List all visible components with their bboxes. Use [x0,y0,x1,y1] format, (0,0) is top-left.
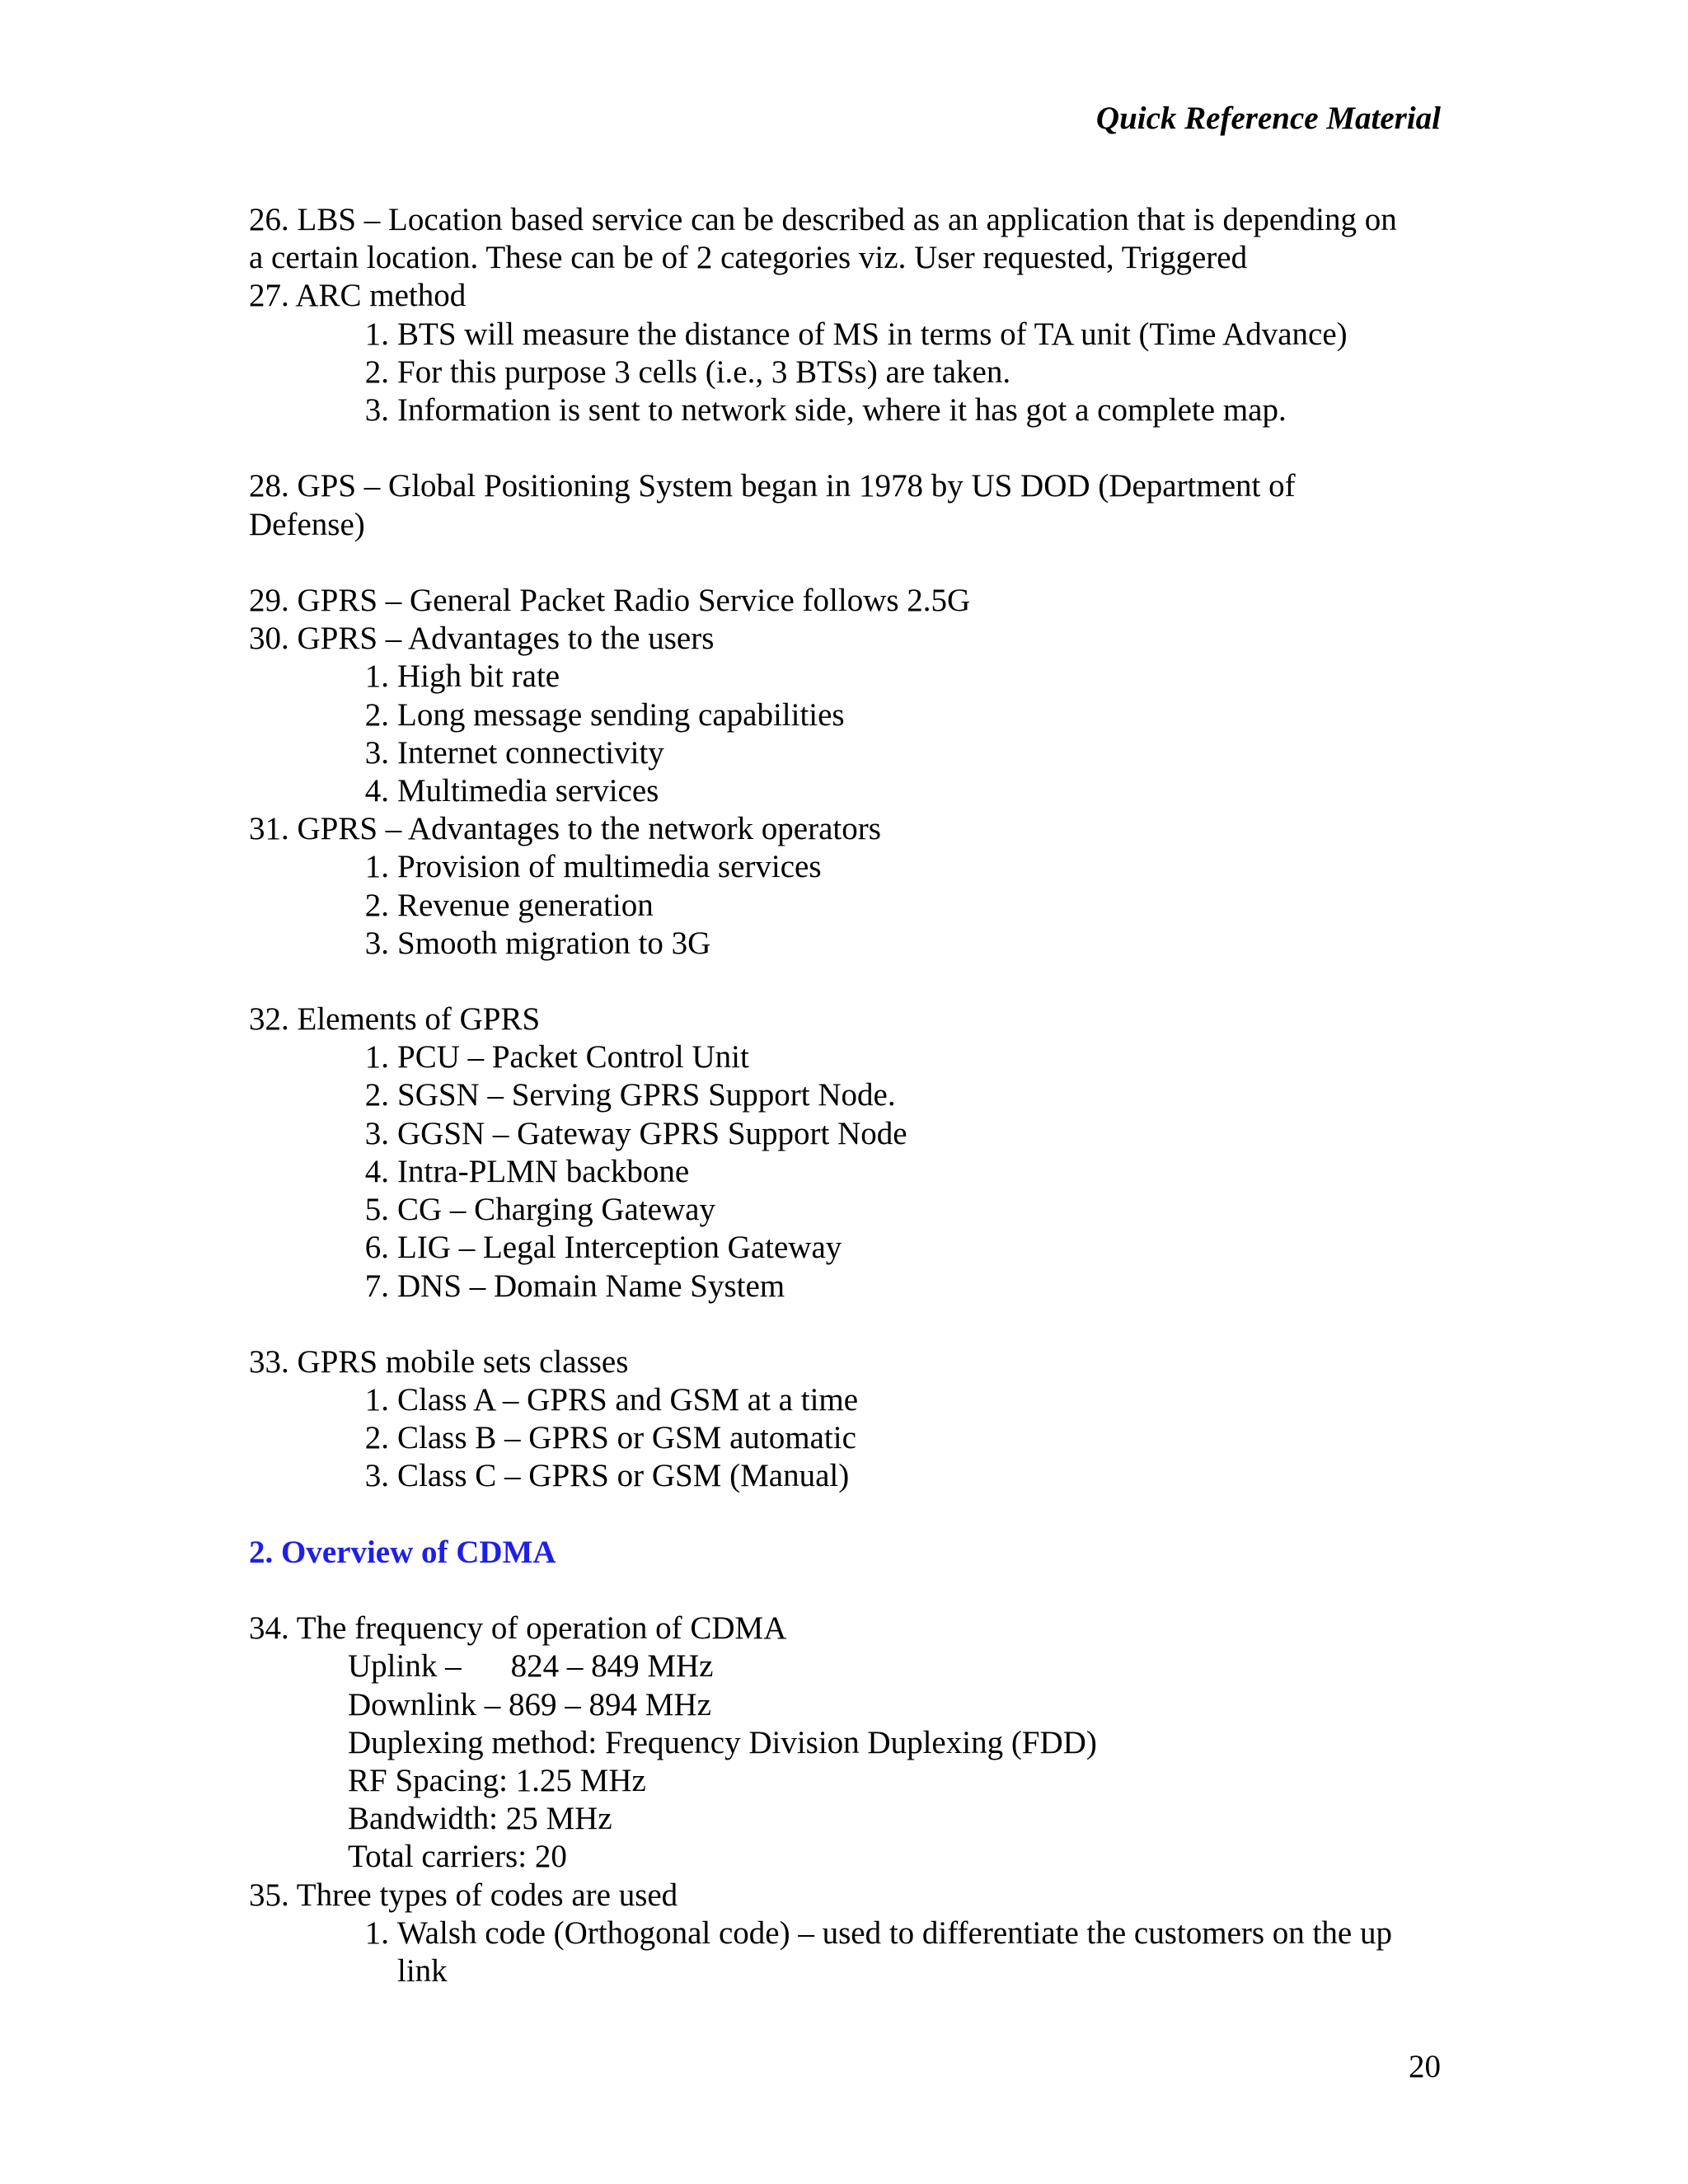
uplink-line [249,1647,1452,1685]
list-item [249,696,1452,734]
item-32-heading: 32. Elements of GPRS [249,1001,541,1038]
item-35-heading: 35. Three types of codes are used [249,1877,678,1913]
list-number: 7. [364,1268,389,1304]
item-28-line-2: Defense) [249,506,365,542]
blank-line [249,1496,1452,1534]
list-item [249,1419,1452,1457]
list-text: PCU – Packet Control Unit [397,1039,749,1076]
uplink-value: 824 – 849 MHz [510,1648,714,1685]
list-text: Revenue generation [397,887,654,923]
list-number: 3. [364,734,389,771]
list-number: 2. [364,354,389,390]
item-33-heading: 33. GPRS mobile sets classes [249,1343,629,1380]
item-28-line-1: 28. GPS – Global Positioning System began in 1978 by US DOD (Department of [249,468,1296,504]
item-31-heading: 31. GPRS – Advantages to the network operators [249,811,881,847]
list-item [249,1038,1452,1076]
list-number: 3. [364,925,389,961]
item-27-heading: 27. ARC method [249,278,467,314]
list-number: 5. [364,1192,389,1228]
list-text: Intra-PLMN backbone [397,1153,690,1189]
uplink-label: Uplink – [348,1648,462,1685]
page-number: 20 [1409,2049,1441,2084]
list-number: 3. [364,391,389,428]
list-text: High bit rate [397,658,560,695]
duplexing-line: Duplexing method: Frequency Division Duplexing (FDD) [348,1724,1097,1760]
list-number: 2. [364,696,389,733]
list-text: Multimedia services [397,772,659,808]
list-number: 2. [364,1420,389,1456]
list-item [249,1076,1452,1114]
list-text: Internet connectivity [397,734,664,771]
item-34-heading: 34. The frequency of operation of CDMA [249,1610,787,1647]
list-number: 6. [364,1230,389,1266]
list-text: Class A – GPRS and GSM at a time [397,1382,859,1418]
item-26-line-1: 26. LBS – Location based service can be described as an application that is depending on [249,202,1397,237]
list-text: Information is sent to network side, where it has got a complete map. [397,391,1287,428]
blank-line [249,429,1452,467]
rf-spacing-line: RF Spacing: 1.25 MHz [348,1763,646,1799]
list-item [249,887,1452,925]
list-text: Walsh code (Orthogonal code) – used to differentiate the customers on the up link [397,1915,1392,1990]
page-content [249,201,1452,1990]
list-number: 4. [364,1153,389,1189]
list-item [249,925,1452,963]
list-item [249,848,1452,886]
list-text: LIG – Legal Interception Gateway [397,1230,842,1266]
list-text: Class C – GPRS or GSM (Manual) [397,1458,850,1494]
list-item [249,316,1452,354]
list-text: Class B – GPRS or GSM automatic [397,1420,856,1456]
total-carriers-line: Total carriers: 20 [348,1839,567,1875]
section-heading-cdma: 2. Overview of CDMA [249,1534,556,1570]
list-number: 1. [364,658,389,695]
list-item [249,354,1452,391]
list-item [249,1457,1452,1495]
list-item [249,1915,1452,1990]
list-text: BTS will measure the distance of MS in terms of TA unit (Time Advance) [397,316,1348,352]
blank-line [249,963,1452,1001]
blank-line [249,1572,1452,1610]
bandwidth-line: Bandwidth: 25 MHz [348,1801,612,1837]
list-text: Long message sending capabilities [397,696,845,733]
list-text: GGSN – Gateway GPRS Support Node [397,1115,907,1151]
running-header: Quick Reference Material [1095,101,1441,136]
list-number: 3. [364,1115,389,1151]
list-number: 3. [364,1458,389,1494]
list-text: For this purpose 3 cells (i.e., 3 BTSs) are taken. [397,354,1011,390]
list-item [249,734,1452,772]
list-item [249,1115,1452,1153]
list-item [249,1191,1452,1229]
list-number: 2. [364,887,389,923]
downlink-line: Downlink – 869 – 894 MHz [348,1686,711,1722]
item-26-line-2: a certain location. These can be of 2 categories viz. User requested, Triggered [249,240,1248,276]
list-item [249,391,1452,429]
list-item [249,772,1452,810]
list-text: Smooth migration to 3G [397,925,711,961]
list-number: 1. [364,316,389,352]
list-text: DNS – Domain Name System [397,1268,785,1304]
list-number: 1. [364,1382,389,1418]
blank-line [249,544,1452,582]
list-text: SGSN – Serving GPRS Support Node. [397,1077,896,1113]
item-30-heading: 30. GPRS – Advantages to the users [249,621,715,657]
list-number: 1. [364,1915,389,1951]
blank-line [249,1305,1452,1343]
list-item [249,1381,1452,1419]
item-29-heading: 29. GPRS – General Packet Radio Service follows 2.5G [249,582,971,618]
list-number: 2. [364,1077,389,1113]
list-item [249,1153,1452,1191]
list-text: CG – Charging Gateway [397,1192,715,1228]
list-number: 1. [364,1039,389,1076]
list-number: 4. [364,772,389,808]
list-item [249,658,1452,696]
list-item [249,1268,1452,1305]
list-number: 1. [364,849,389,885]
list-item [249,1229,1452,1267]
list-text: Provision of multimedia services [397,849,822,885]
